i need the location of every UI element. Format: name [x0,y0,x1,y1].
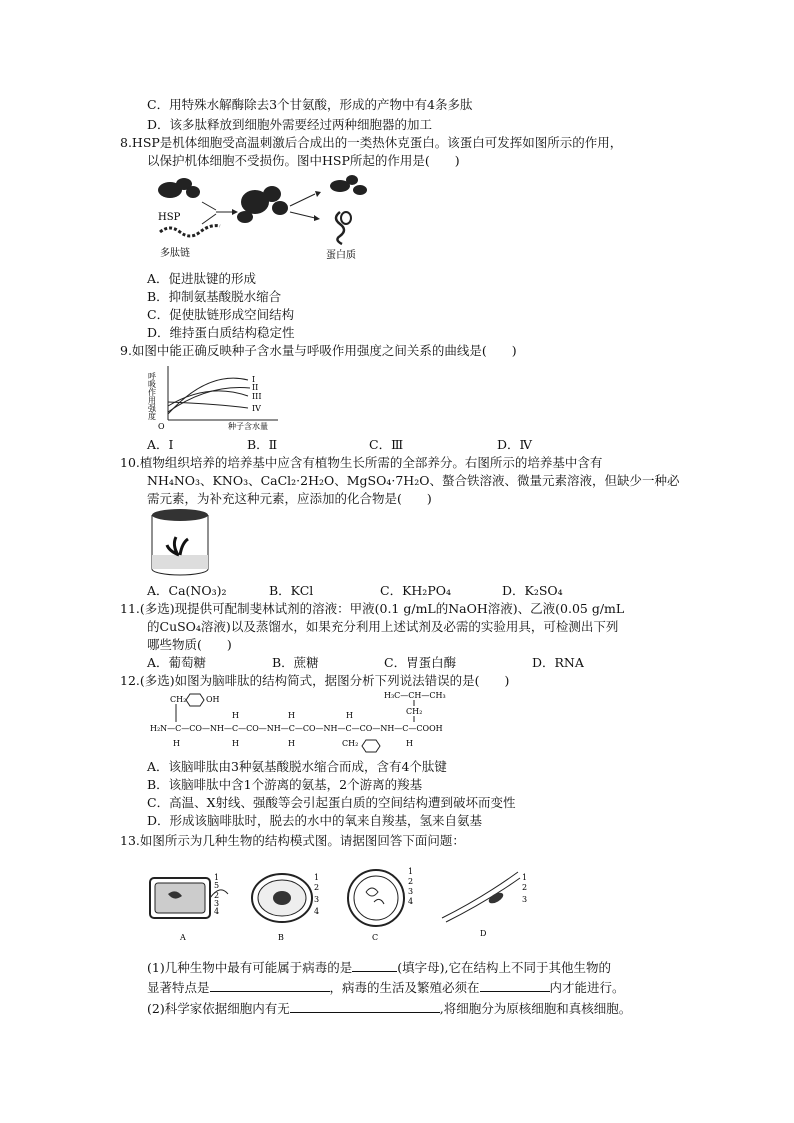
organism-structures-figure [146,858,536,946]
fig-letter-b: B [278,933,284,942]
q13-part2-line [147,999,631,1017]
svg-text:H: H [232,711,239,720]
svg-text:5: 5 [214,881,220,890]
q11-stem-line2: 的CuSO₄溶液)以及蒸馏水，如果充分利用上述试剂及必需的实验用具，可检测出下列 [147,619,619,634]
svg-text:H₂N—C—CO—NH—C—CO—NH—C—CO—NH—C—: H₂N—C—CO—NH—C—CO—NH—C—CO—NH—C—CO—NH—C—COOH [150,724,443,733]
q7-option-c: C．用特殊水解酶除去3个甘氨酸，形成的产物中有4条多肽 [147,97,473,112]
q13-p2b: ,将细胞分为原核细胞和真核细胞。 [439,1001,632,1016]
protein-label: 蛋白质 [326,250,356,261]
svg-text:H: H [406,739,413,748]
q10-stem-line1: 10.植物组织培养的培养基中应含有植物生长所需的全部养分。右图所示的培养基中含有 [120,455,603,470]
svg-text:4: 4 [214,907,220,916]
svg-text:1: 1 [522,873,528,882]
q12-option-c: C．高温、X射线、强酸等会引起蛋白质的空间结构遭到破坏而变性 [147,795,516,810]
q13-part1-line1 [147,958,611,976]
q10-option-a: A．Ca(NO₃)₂ [147,583,227,598]
q8-stem-line1: 8.HSP是机体细胞受高温刺激后合成出的一类热休克蛋白。该蛋白可发挥如图所示的作用， [120,135,623,150]
fig-letter-a: A [180,933,186,942]
svg-text:H: H [346,711,353,720]
q13-p1d: ，病毒的生活及繁殖必须在 [329,980,480,995]
q8-stem-line2: 以保护机体细胞不受损伤。图中HSP所起的作用是( ) [147,153,460,168]
q9-option-a: A．Ⅰ [147,437,174,452]
q12-option-b: B．该脑啡肽中含1个游离的氨基，2个游离的羧基 [147,777,423,792]
q13-p1c: 显著特点是 [147,980,210,995]
q11-option-c: C．胃蛋白酶 [384,655,457,670]
svg-text:H: H [288,711,295,720]
x-axis-label: 种子含水量 [228,422,268,431]
svg-text:1: 1 [214,873,220,882]
q10-stem-line2: NH₄NO₃、KNO₃、CaCl₂·2H₂O、MgSO₄·7H₂O、螯合铁溶液、微量元素溶液，但缺少一种必 [147,473,680,488]
q11-option-d: D．RNA [532,655,584,670]
svg-text:OH: OH [206,695,220,704]
q13-p2a: (2)科学家依据细胞内有无 [147,1001,290,1016]
svg-text:H: H [288,739,295,748]
q11-option-b: B．蔗糖 [272,655,319,670]
q9-option-c: C．Ⅲ [369,437,404,452]
svg-text:3: 3 [522,895,528,904]
q8-option-b: B．抑制氨基酸脱水缩合 [147,289,282,304]
svg-text:1: 1 [408,867,414,876]
q10-option-c: C．KH₂PO₄ [380,583,451,598]
svg-text:H₃C—CH—CH₃: H₃C—CH—CH₃ [384,691,446,700]
q12-stem: 12.(多选)如图为脑啡肽的结构简式，据图分析下列说法错误的是( ) [120,673,510,688]
svg-text:4: 4 [314,907,320,916]
answer-blank-2[interactable] [210,978,330,992]
enkephalin-structure-figure [148,690,448,754]
curve-label-3: III [252,392,262,401]
svg-text:1: 1 [314,873,320,882]
svg-text:CH₂: CH₂ [406,707,423,716]
origin-label: O [158,422,165,431]
q8-option-d: D．维持蛋白质结构稳定性 [147,325,295,340]
q12-option-a: A．该脑啡肽由3种氨基酸脱水缩合而成，含有4个肽键 [147,759,447,774]
svg-text:2: 2 [314,883,320,892]
svg-text:2: 2 [408,877,414,886]
q11-option-a: A．葡萄糖 [147,655,207,670]
curve-label-1: I [252,375,256,384]
answer-blank-4[interactable] [290,999,440,1013]
q11-stem-line3: 哪些物质( ) [147,637,232,652]
q9-option-d: D．Ⅳ [497,437,533,452]
curve-label-4: IV [252,404,261,413]
svg-text:3: 3 [214,899,220,908]
svg-text:CH₂: CH₂ [342,739,359,748]
svg-text:2: 2 [522,883,528,892]
q9-option-b: B．Ⅱ [247,437,278,452]
svg-text:3: 3 [314,895,320,904]
answer-blank-1[interactable] [352,958,397,972]
fig-letter-c: C [372,933,379,942]
q8-option-a: A．促进肽键的形成 [147,271,257,286]
q12-option-d: D．形成该脑啡肽时，脱去的水中的氧来自羧基，氢来自氨基 [147,813,483,828]
q10-option-d: D．K₂SO₄ [502,583,563,598]
y-axis-label: 呼吸作用强度 [148,372,157,420]
q9-stem: 9.如图中能正确反映种子含水量与呼吸作用强度之间关系的曲线是( ) [120,343,517,358]
svg-text:CH₂: CH₂ [170,695,187,704]
svg-text:3: 3 [408,887,414,896]
q13-part1-line2 [147,978,625,996]
q8-option-c: C．促使肽链形成空间结构 [147,307,295,322]
respiration-curve-figure [148,362,288,432]
hsp-figure [150,172,400,262]
svg-text:4: 4 [408,897,414,906]
q10-option-b: B．KCl [269,583,314,598]
hsp-label: HSP [158,212,181,223]
q13-p1e: 内才能进行。 [549,980,625,995]
q10-stem-line3: 需元素，为补充这种元素，应添加的化合物是( ) [147,491,432,506]
q11-stem-line1: 11.(多选)现提供可配制斐林试剂的溶液：甲液(0.1 g/mL的NaOH溶液)、乙液(0.05 g/mL [120,601,625,616]
chain-label: 多肽链 [160,248,190,259]
q13-p1a: (1)几种生物中最有可能属于病毒的是 [147,960,353,975]
q13-p1b: (填字母),它在结构上不同于其他生物的 [397,960,611,975]
q13-stem: 13.如图所示为几种生物的结构模式图。请据图回答下面问题： [120,833,465,848]
culture-flask-figure [148,507,212,579]
q7-option-d: D．该多肽释放到细胞外需要经过两种细胞器的加工 [147,117,433,132]
curve-label-2: II [252,383,259,392]
svg-text:2: 2 [214,891,220,900]
svg-text:H: H [232,739,239,748]
svg-text:H: H [173,739,180,748]
answer-blank-3[interactable] [480,978,550,992]
fig-letter-d: D [480,929,487,938]
